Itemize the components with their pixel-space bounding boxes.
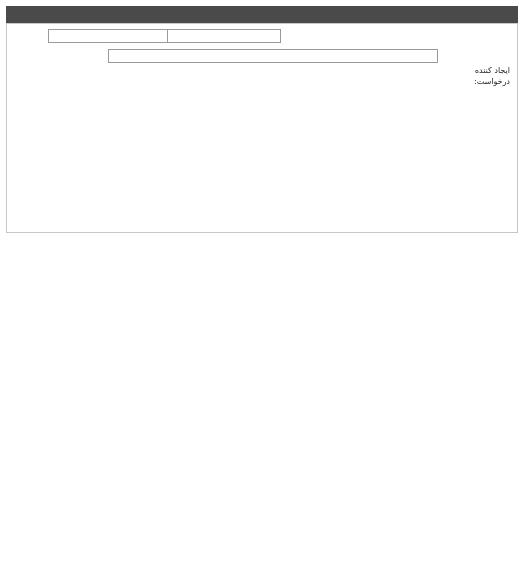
requester-label: ایجاد کننده xyxy=(474,66,510,75)
buyer-name-field xyxy=(108,49,438,63)
page-header xyxy=(6,6,518,23)
announce-field xyxy=(48,29,168,43)
requester-label-2: درخواست: xyxy=(474,77,510,86)
